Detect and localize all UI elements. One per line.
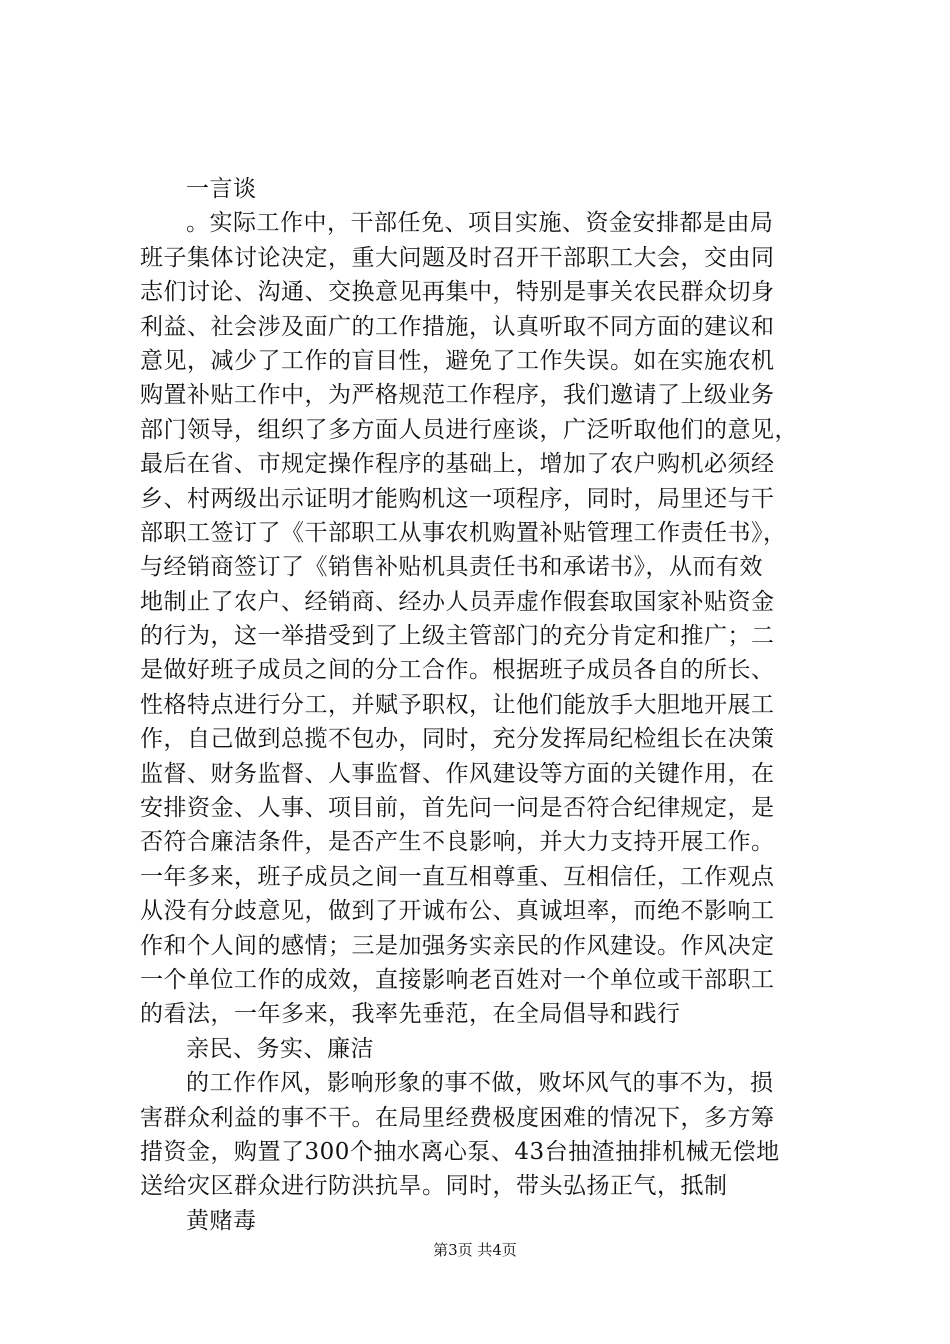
- text-line: 地制止了农户、经销商、经办人员弄虚作假套取国家补贴资金: [140, 588, 775, 615]
- text-line: 利益、社会涉及面广的工作措施，认真听取不同方面的建议和: [140, 313, 775, 340]
- text-line: 部门领导，组织了多方面人员进行座谈，广泛听取他们的意见，: [140, 416, 798, 443]
- page-footer: 第3页 共4页: [433, 1241, 517, 1259]
- text-line: 与经销商签订了《销售补贴机具责任书和承诺书》，从而有效: [140, 554, 763, 581]
- text-line: 措资金，购置了300个抽水离心泵、43台抽渣抽排机械无偿地: [140, 1138, 780, 1165]
- text-line: 志们讨论、沟通、交换意见再集中，特别是事关农民群众切身: [140, 279, 775, 306]
- text-line: 作，自己做到总揽不包办，同时，充分发挥局纪检组长在决策: [140, 726, 775, 753]
- text-line: 意见，减少了工作的盲目性，避免了工作失误。如在实施农机: [140, 347, 775, 374]
- text-line: 害群众利益的事不干。在局里经费极度困难的情况下，多方筹: [140, 1104, 775, 1131]
- text-line: 黄赌毒: [186, 1207, 257, 1234]
- text-line: 班子集体讨论决定，重大问题及时召开干部职工大会，交由同: [140, 244, 775, 271]
- text-line: 是做好班子成员之间的分工合作。根据班子成员各自的所长、: [140, 657, 775, 684]
- text-line: 从没有分歧意见，做到了开诚布公、真诚坦率，而绝不影响工: [140, 898, 775, 925]
- text-line: 一个单位工作的成效，直接影响老百姓对一个单位或干部职工: [140, 966, 775, 993]
- text-line: 的看法，一年多来，我率先垂范，在全局倡导和践行: [140, 1001, 681, 1028]
- text-line: 作和个人间的感情；三是加强务实亲民的作风建设。作风决定: [140, 932, 775, 959]
- text-line: 部职工签订了《干部职工从事农机购置补贴管理工作责任书》，: [140, 519, 787, 546]
- text-line: 的行为，这一举措受到了上级主管部门的充分肯定和推广；二: [140, 623, 775, 650]
- text-line: 购置补贴工作中，为严格规范工作程序，我们邀请了上级业务: [140, 382, 775, 409]
- text-line: 的工作作风，影响形象的事不做，败坏风气的事不为，损: [186, 1070, 774, 1097]
- text-line: 安排资金、人事、项目前，首先问一问是否符合纪律规定，是: [140, 795, 775, 822]
- text-line: 送给灾区群众进行防洪抗旱。同时，带头弘扬正气，抵制: [140, 1173, 728, 1200]
- text-line: 否符合廉洁条件，是否产生不良影响，并大力支持开展工作。: [140, 829, 775, 856]
- text-line: 一言谈: [186, 176, 257, 202]
- text-line: 一年多来，班子成员之间一直互相尊重、互相信任，工作观点: [140, 863, 775, 890]
- text-line: 亲民、务实、廉洁: [186, 1035, 374, 1062]
- text-line: 。实际工作中，干部任免、项目实施、资金安排都是由局: [186, 210, 774, 237]
- text-line: 乡、村两级出示证明才能购机这一项程序，同时，局里还与干: [140, 485, 775, 512]
- text-line: 监督、财务监督、人事监督、作风建设等方面的关键作用，在: [140, 760, 775, 787]
- text-line: 最后在省、市规定操作程序的基础上，增加了农户购机必须经: [140, 451, 775, 478]
- document-body: [140, 172, 840, 1238]
- text-line: 性格特点进行分工，并赋予职权，让他们能放手大胆地开展工: [140, 691, 775, 718]
